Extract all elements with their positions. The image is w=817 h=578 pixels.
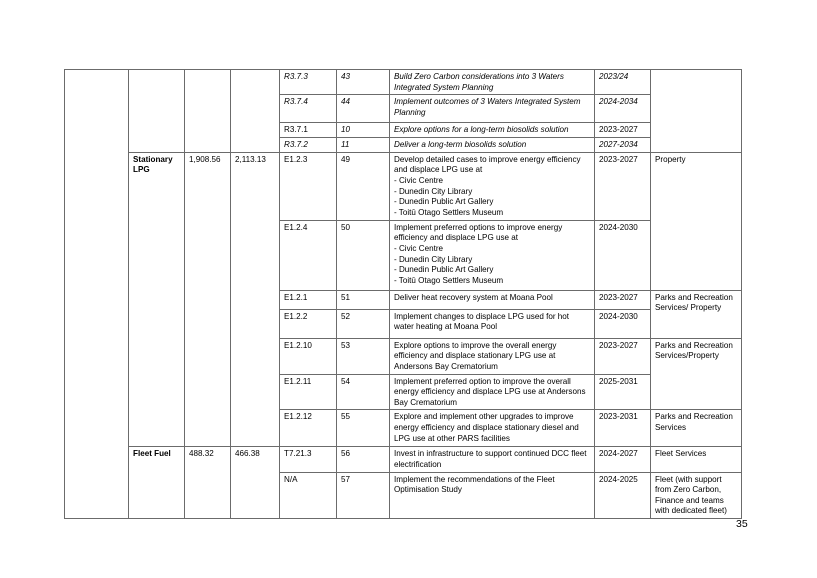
action-ref: E1.2.3 — [280, 152, 337, 220]
action-years: 2023-2027 — [595, 338, 651, 374]
empty-cell — [231, 70, 280, 153]
emission-value-1: 1,908.56 — [185, 152, 231, 447]
action-ref: N/A — [280, 472, 337, 518]
action-years: 2024-2034 — [595, 95, 651, 123]
action-ref: E1.2.11 — [280, 374, 337, 410]
emission-value-1: 488.32 — [185, 447, 231, 519]
empty-cell — [185, 70, 231, 153]
action-ref: R3.7.4 — [280, 95, 337, 123]
table-row — [65, 152, 742, 220]
action-number: 51 — [337, 290, 390, 309]
action-years: 2023-2027 — [595, 123, 651, 138]
action-years: 2025-2031 — [595, 374, 651, 410]
action-description: Explore options for a long-term biosolids solution — [390, 123, 595, 138]
action-number: 54 — [337, 374, 390, 410]
action-years: 2023-2027 — [595, 290, 651, 309]
action-ref: R3.7.3 — [280, 70, 337, 95]
action-number: 49 — [337, 152, 390, 220]
action-table — [64, 69, 742, 519]
action-number: 52 — [337, 309, 390, 338]
action-years: 2024-2030 — [595, 220, 651, 290]
action-number: 11 — [337, 138, 390, 153]
owner-parks: Parks and Recreation Services — [651, 410, 742, 447]
action-description: Implement the recommendations of the Fleet Optimisation Study — [390, 472, 595, 518]
action-description: Develop detailed cases to improve energy efficiency and displace LPG use at - Civic Centre - Dunedin City Library - Dunedin Public Art Gallery - Toitū Otago Settlers Museum — [390, 152, 595, 220]
action-number: 57 — [337, 472, 390, 518]
action-number: 53 — [337, 338, 390, 374]
owner-parks-property: Parks and Recreation Services/ Property — [651, 290, 742, 338]
action-number: 43 — [337, 70, 390, 95]
action-ref: E1.2.12 — [280, 410, 337, 447]
action-years: 2027-2034 — [595, 138, 651, 153]
action-number: 44 — [337, 95, 390, 123]
action-ref: R3.7.2 — [280, 138, 337, 153]
action-ref: E1.2.2 — [280, 309, 337, 338]
action-years: 2023/24 — [595, 70, 651, 95]
action-description: Implement preferred options to improve energy efficiency and displace LPG use at - Civic Centre - Dunedin City Library - Dunedin Public Art Gallery - Toitū Otago Settlers Museum — [390, 220, 595, 290]
table-row — [65, 70, 742, 95]
emission-source-label: Fleet Fuel — [129, 447, 185, 519]
owner-fleet: Fleet Services — [651, 447, 742, 472]
owner-fleet-support: Fleet (with support from Zero Carbon, Finance and teams with dedicated fleet) — [651, 472, 742, 518]
action-years: 2024-2025 — [595, 472, 651, 518]
action-years: 2023-2031 — [595, 410, 651, 447]
action-description: Implement changes to displace LPG used for hot water heating at Moana Pool — [390, 309, 595, 338]
action-number: 55 — [337, 410, 390, 447]
action-description: Deliver a long-term biosolids solution — [390, 138, 595, 153]
action-ref: E1.2.4 — [280, 220, 337, 290]
action-description: Build Zero Carbon considerations into 3 Waters Integrated System Planning — [390, 70, 595, 95]
action-ref: R3.7.1 — [280, 123, 337, 138]
table-row — [65, 447, 742, 472]
action-description: Explore and implement other upgrades to improve energy efficiency and displace stationary diesel and LPG use at other PARS facilities — [390, 410, 595, 447]
owner-parks-property: Parks and Recreation Services/Property — [651, 338, 742, 410]
action-description: Implement preferred option to improve the overall energy efficiency and displace LPG use at Andersons Bay Crematorium — [390, 374, 595, 410]
action-years: 2024-2030 — [595, 309, 651, 338]
action-description: Implement outcomes of 3 Waters Integrated System Planning — [390, 95, 595, 123]
emission-value-2: 466.38 — [231, 447, 280, 519]
action-number: 10 — [337, 123, 390, 138]
emission-source-label: Stationary LPG — [129, 152, 185, 447]
owner-cell — [651, 70, 742, 153]
owner-property: Property — [651, 152, 742, 290]
action-years: 2023-2027 — [595, 152, 651, 220]
action-number: 50 — [337, 220, 390, 290]
page-number: 35 — [736, 518, 748, 530]
action-years: 2024-2027 — [595, 447, 651, 472]
emission-value-2: 2,113.13 — [231, 152, 280, 447]
action-number: 56 — [337, 447, 390, 472]
action-ref: T7.21.3 — [280, 447, 337, 472]
action-description: Deliver heat recovery system at Moana Pool — [390, 290, 595, 309]
action-ref: E1.2.10 — [280, 338, 337, 374]
action-ref: E1.2.1 — [280, 290, 337, 309]
action-description: Explore options to improve the overall energy efficiency and displace stationary LPG use at Andersons Bay Crematorium — [390, 338, 595, 374]
empty-cell — [129, 70, 185, 153]
action-description: Invest in infrastructure to support continued DCC fleet electrification — [390, 447, 595, 472]
first-column-cell — [65, 70, 129, 519]
